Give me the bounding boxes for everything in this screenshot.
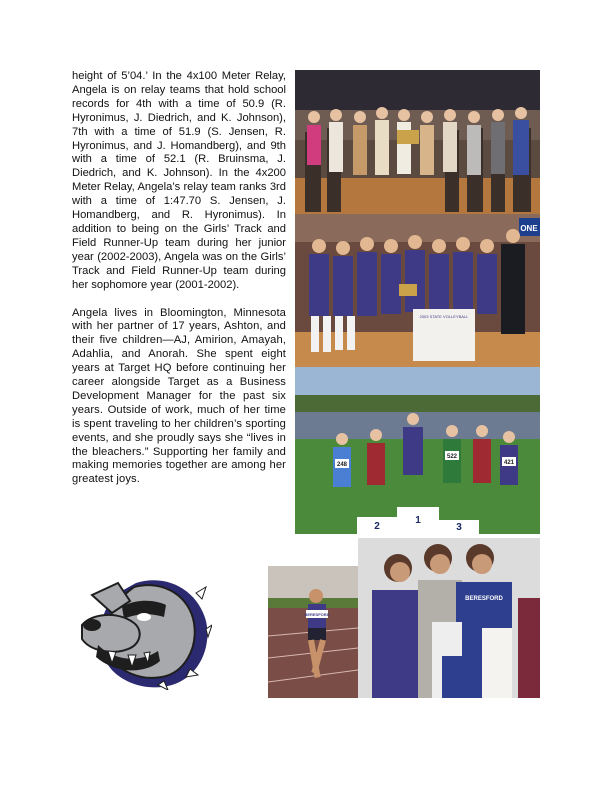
runner-photo [268,566,358,698]
podium-place: 1 [415,515,421,526]
podium-place: 3 [456,522,462,533]
bib-number: 421 [503,460,515,466]
banner-text: ONE [520,224,538,233]
bulldog-mascot-logo [78,573,212,690]
bib-number: 248 [336,462,348,468]
runner-jersey-text: BERESFORD [304,612,330,617]
team-banquet-photo [295,70,540,214]
article-paragraph: Angela lives in Bloomington, Minnesota with her partner of 17 years, Ashton, and their five children—AJ, Amirion, Amayah, Adahlia, and Anorah. She spent eight years at Target HQ before continuing her career alongside Target as a Business Development Manager for the past six years. Outside of work, much of her time is spent traveling to her children’s sporting events, and she proudly says she “lives in the bleachers.” Supporting her family and making memories together are among her greatest joys. [72,306,286,486]
track-podium-photo [295,367,540,534]
article-paragraph: height of 5’04.’ In the 4x100 Meter Relay, Angela is on relay teams that hold school records for 4th with a time of 50.9 (R. Hyronimus, J. Diedrich, and K. Johnson), 7th with a time of 51.9 (S. Jensen, R. Hyronimus, and J. Homandberg), and 9th with a time of 52.1 (R. Bruinsma, J. Diedrich, and K. Johnson). In the 4x200 Meter Relay, Angela’s relay team ranks 3rd with a time of 1:47.70 S. Jensen, J. Homandberg, and R. Hyronimus). In addition to being on the Girls’ Track and Field Runner-Up team during her junior year (2002-2003), Angela was on the Girls’ Track and Field Runner-Up team during her sophomore year (2001-2002). [72,70,286,291]
family-photo [358,538,540,698]
article-text [72,70,286,487]
state-board-text: 2003 STATE VOLLEYBALL [419,314,469,319]
family-shirt-text: BERESFORD [465,596,503,602]
bib-number: 522 [446,454,458,460]
volleyball-team-photo [295,214,540,367]
podium-place: 2 [374,521,380,532]
